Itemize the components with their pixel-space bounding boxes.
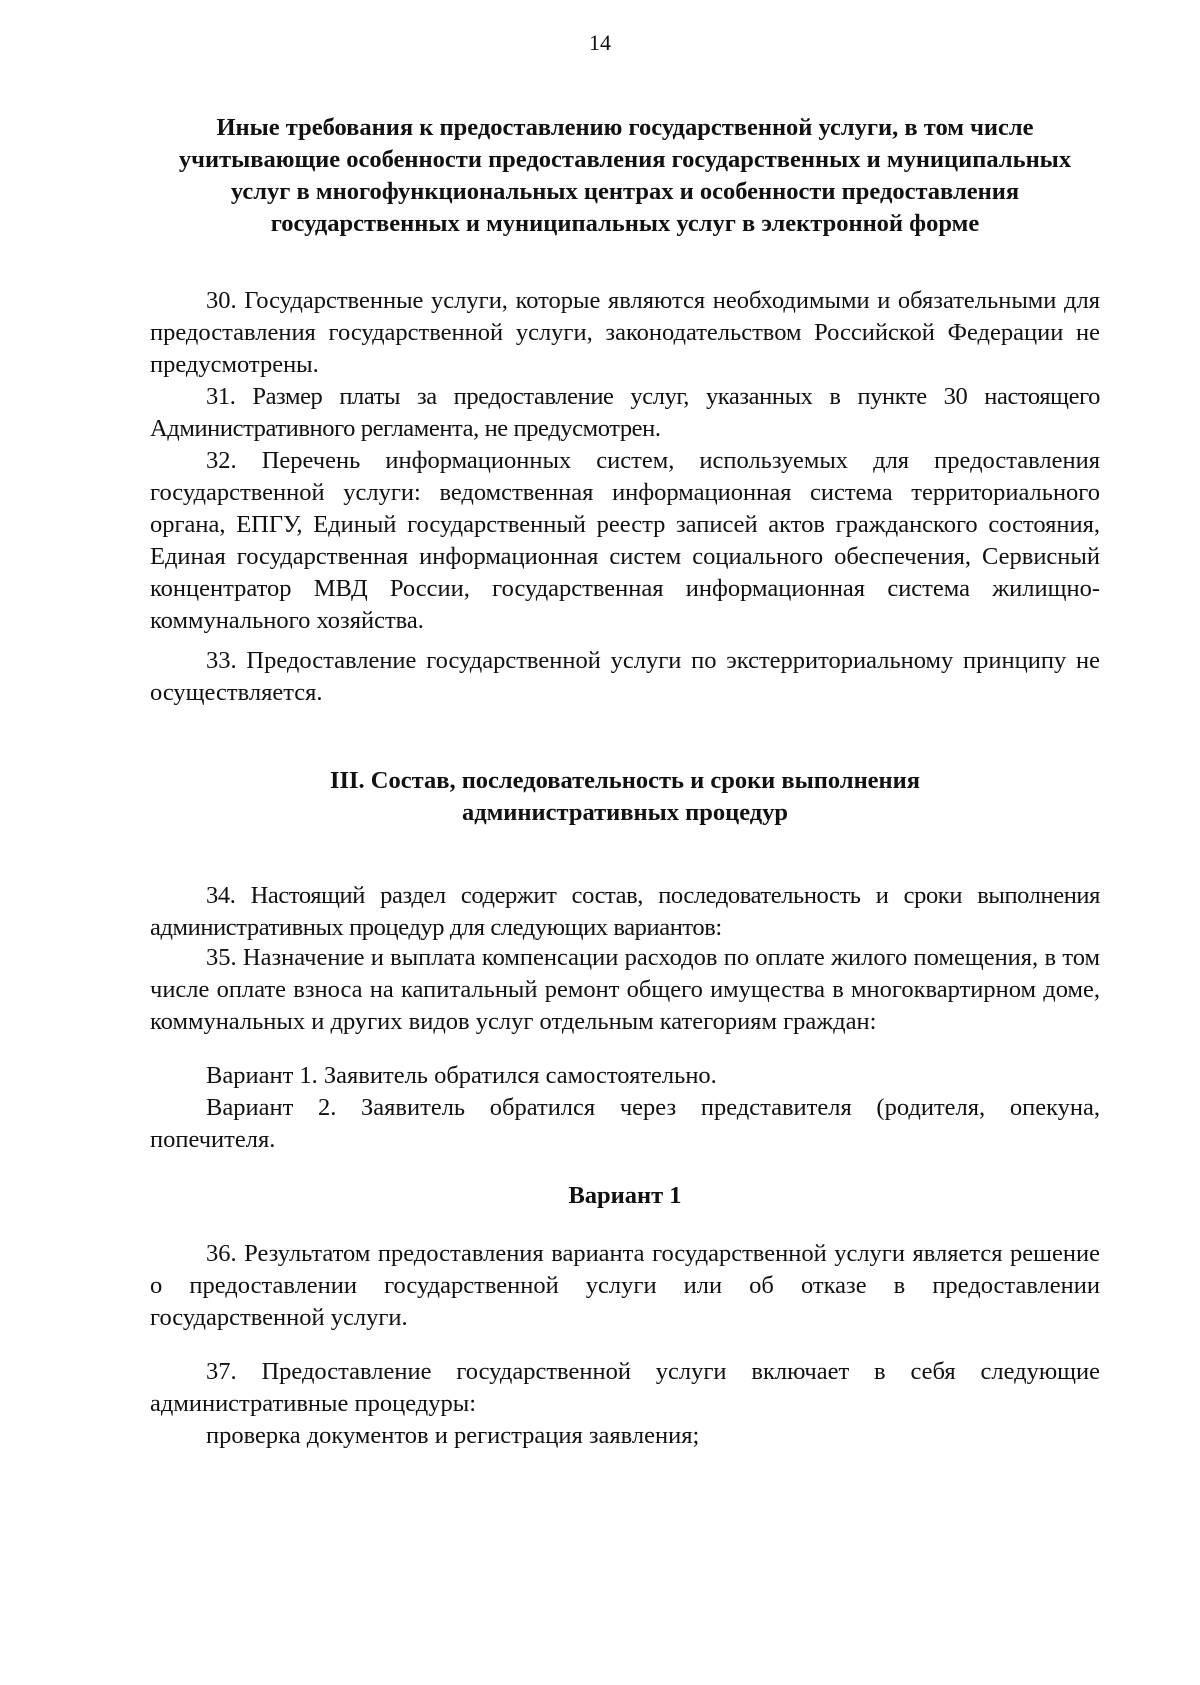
variant-2-line: Вариант 2. Заявитель обратился через представителя (родителя, опекуна, попечителя. (150, 1094, 1100, 1153)
paragraph-36: 36. Результатом предоставления варианта государственной услуги является решение о предоставлении государственной услуги или об отказе в предоставлении государственной услуги. (150, 1240, 1100, 1331)
paragraph-32: 32. Перечень информационных систем, используемых для предоставления государственной услуги: ведомственная информационная система территориального органа, ЕПГУ, Единый государственный реестр записей актов гражданского состояния, Единая государственная информационная систем социального обеспечения, Сервисный концентратор МВД России, государственная информационная система жилищно-коммунального хозяйства. (150, 447, 1100, 634)
section-heading-iii (150, 765, 1100, 829)
paragraph-33: 33. Предоставление государственной услуги по экстерриториальному принципу не осуществляется. (150, 647, 1100, 706)
section-heading-other-requirements: Иные требования к предоставлению государственной услуги, в том числе учитывающие особенности предоставления государственных и муниципальных услуг в многофункциональных центрах и особенности предоставления государственных и муниципальных услуг в электронной форме (178, 114, 1072, 237)
paragraph-31: 31. Размер платы за предоставление услуг, указанных в пункте 30 настоящего Административного регламента, не предусмотрен. (150, 383, 1100, 442)
paragraph-34: 34. Настоящий раздел содержит состав, последовательность и сроки выполнения административных процедур для следующих вариантов: (150, 882, 1100, 941)
section-heading-iii-line2: административных процедур (461, 799, 789, 826)
variant-one-heading: Вариант 1 (568, 1182, 682, 1209)
paragraph-37: 37. Предоставление государственной услуги включает в себя следующие административные процедуры: (150, 1358, 1100, 1417)
variant-1-line: Вариант 1. Заявитель обратился самостоятельно. (206, 1062, 717, 1089)
paragraph-35: 35. Назначение и выплата компенсации расходов по оплате жилого помещения, в том числе оплате взноса на капитальный ремонт общего имущества в многоквартирном доме, коммунальных и других видов услуг отдельным категориям граждан: (150, 944, 1100, 1035)
paragraph-30: 30. Государственные услуги, которые являются необходимыми и обязательными для предоставления государственной услуги, законодательством Российской Федерации не предусмотрены. (150, 287, 1100, 378)
procedure-item-1: проверка документов и регистрация заявления; (206, 1422, 700, 1449)
section-heading-iii-line1: III. Состав, последовательность и сроки выполнения (329, 767, 921, 794)
page-number: 14 (589, 30, 611, 55)
